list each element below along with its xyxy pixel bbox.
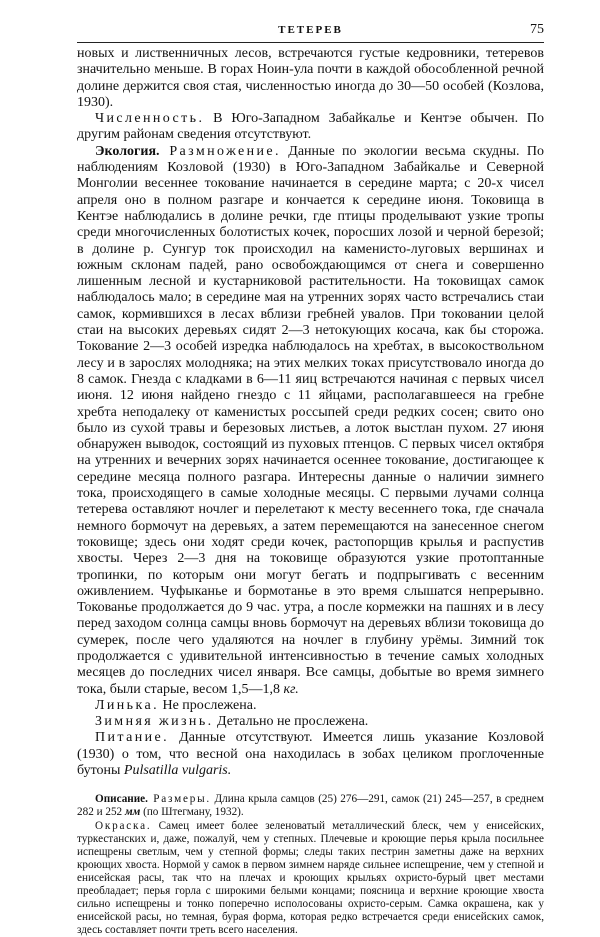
feeding-heading: Питание. xyxy=(95,730,170,746)
abundance-heading: Численность. xyxy=(95,111,205,127)
ecology-heading: Экология. xyxy=(95,143,160,159)
paragraph-winter-life xyxy=(77,714,544,730)
description-heading: Описание. xyxy=(95,793,148,806)
page-number: 75 xyxy=(530,22,544,37)
paragraph-feeding xyxy=(77,730,544,779)
abundance-text: В Юго-Западном Забайкалье и Кентэе обычен. По другим районам сведения отсутствуют. xyxy=(77,111,544,143)
coloration-text: Самец имеет более зеленоватый металлический блеск, чем у енисейских, туркестанских и, даже, пожалуй, чем у степных. Плечевые и кроющие перья крыла посильнее испещрены светлым, чем у степной формы; следы таких пестрин заметны даже на верхних кроющих хвоста. Нормой у самок в первом зимнем наряде сильнее испещрение, чем у степной и енисейская расы, так что на плечах и кроющих крыльях охристо-бурый цвет местами преобладает; перья горла с широкими белыми концами; поясница и верхние кроющие хвоста сильно испещрены и тонко поперечно исполосованы охристо-серым. Самка окрашена, как у енисейской расы, но темная, бурая форма, которая редко встречается среди енисейских самок, здесь составляет почти треть всего населения. xyxy=(77,819,544,937)
main-text xyxy=(77,46,544,779)
measurements-heading: Размеры. xyxy=(147,793,212,806)
winter-life-text: Детально не прослежена. xyxy=(213,714,369,730)
length-unit: мм xyxy=(124,806,141,819)
ecology-text: Данные по экологии весьма скудны. По наблюдениям Козловой (1930) в Юго-Западном Забайкалье и Северной Монголии весеннее токование начинается в середине марта; с 20-х чисел апреля оно в полном разгаре и кончается к середине июня. Токовища в Кентэе наблюдались в долине речки, где птицы проделывают узкие тропы среди многочисленных болотистых кочек, поросших лозой и черной березой; в долине р. Сунгур ток происходил на каменисто-луговых вершинах и южным склонам падей, рано освобождающимся от снега и совершенно лишенным лесной и кустарниковой растительности. На токовищах самок наблюдалось мало; в середине мая на утренних зорях часто встречались стаи самок, кормившихся в лесах вблизи гребней увалов. При токовании целой стаи на высоких деревьях сидят 2—3 нетокующих косача, как бы сторожа. Токование 2—3 особей изредка наблюдалось на хребтах, в высокоствольном лесу и в зарослях молодняка; на этих мелких токах присутствовало иногда до 8 самок. Гнезда с кладками в 6—11 яиц встречаются начиная с первых чисел июня. 12 июня найдено гнездо с 11 яйцами, располагавшееся на гребне хребта неподалеку от каменистых россыпей среди редких сосен; свито оно было из сухой травы и березовых листьев, а лоток выстлан пухом. 27 июня обнаружен выводок, состоящий из пуховых птенцов. С первых чисел октября на утренних и вечерних зорях начинается осеннее токование, достигающее к середине месяца полного разгара. Интересны данные о наличии зимнего тока, происходящего в самые холодные месяцы. С первыми лучами солнца тетерева оставляют ночлег и перелетают к месту весеннего тока, где сначала немного бормочут на деревьях, а затем перемещаются на занесенное снегом токовище; здесь они ходят среди кочек, растопорщив крылья и распустив хвосты. Через 2—3 дня на токовище образуются узкие протоптанные тропинки, по которым они могут бегать и подпрыгивать с весенним оживлением. Чуфыканье и бормотанье в это время слышатся непрерывно. Токованье продолжается до 9 час. утра, а после кормежки на пашнях и в лесу перед заходом солнца самцы вновь бормочут на деревьях вблизи токовища до сумерек, после чего удаляются на ночлег в глубину урёмы. Зимний ток продолжается с удивительной интенсивностью в течение самых холодных месяцев до последних чисел января. Все самцы, добытые во время зимнего тока, были старые, весом 1,5—1,8 xyxy=(77,143,544,697)
running-title: ТЕТЕРЕВ xyxy=(278,24,343,36)
book-page xyxy=(77,22,544,937)
weight-unit: кг. xyxy=(283,681,299,697)
moult-text: Не прослежена. xyxy=(158,697,257,713)
winter-life-heading: Зимняя жизнь. xyxy=(95,714,214,730)
paragraph-measurements xyxy=(77,793,544,819)
breeding-heading: Размножение. xyxy=(159,143,281,159)
latin-species-name: Pulsatilla vulgaris. xyxy=(123,763,232,779)
running-header xyxy=(77,22,544,43)
coloration-heading: Окраска. xyxy=(95,819,152,832)
measurements-text-a: Длина крыла самцов (25) 276—291, самок (21) 245—257, в среднем 282 и 252 xyxy=(77,793,544,819)
paragraph-ecology xyxy=(77,144,544,698)
description-section xyxy=(77,793,544,937)
moult-heading: Линька. xyxy=(95,697,159,713)
paragraph-habitat: новых и лиственничных лесов, встречаются густые кедровники, тетеревов значительно меньше. В горах Ноин-ула почти в каждой обособленной речной долине держится своя стая, численностью иногда до 30—50 особей (Козлова, 1930). xyxy=(77,46,544,110)
paragraph-coloration xyxy=(77,820,544,937)
paragraph-moult xyxy=(77,698,544,714)
paragraph-abundance xyxy=(77,111,544,144)
feeding-text: Данные отсутствуют. Имеется лишь указание Козловой (1930) о том, что весной она находилась в зобах целиком проглоченные бутоны xyxy=(77,730,544,779)
measurements-text-b: (по Штегману, 1932). xyxy=(140,806,244,819)
